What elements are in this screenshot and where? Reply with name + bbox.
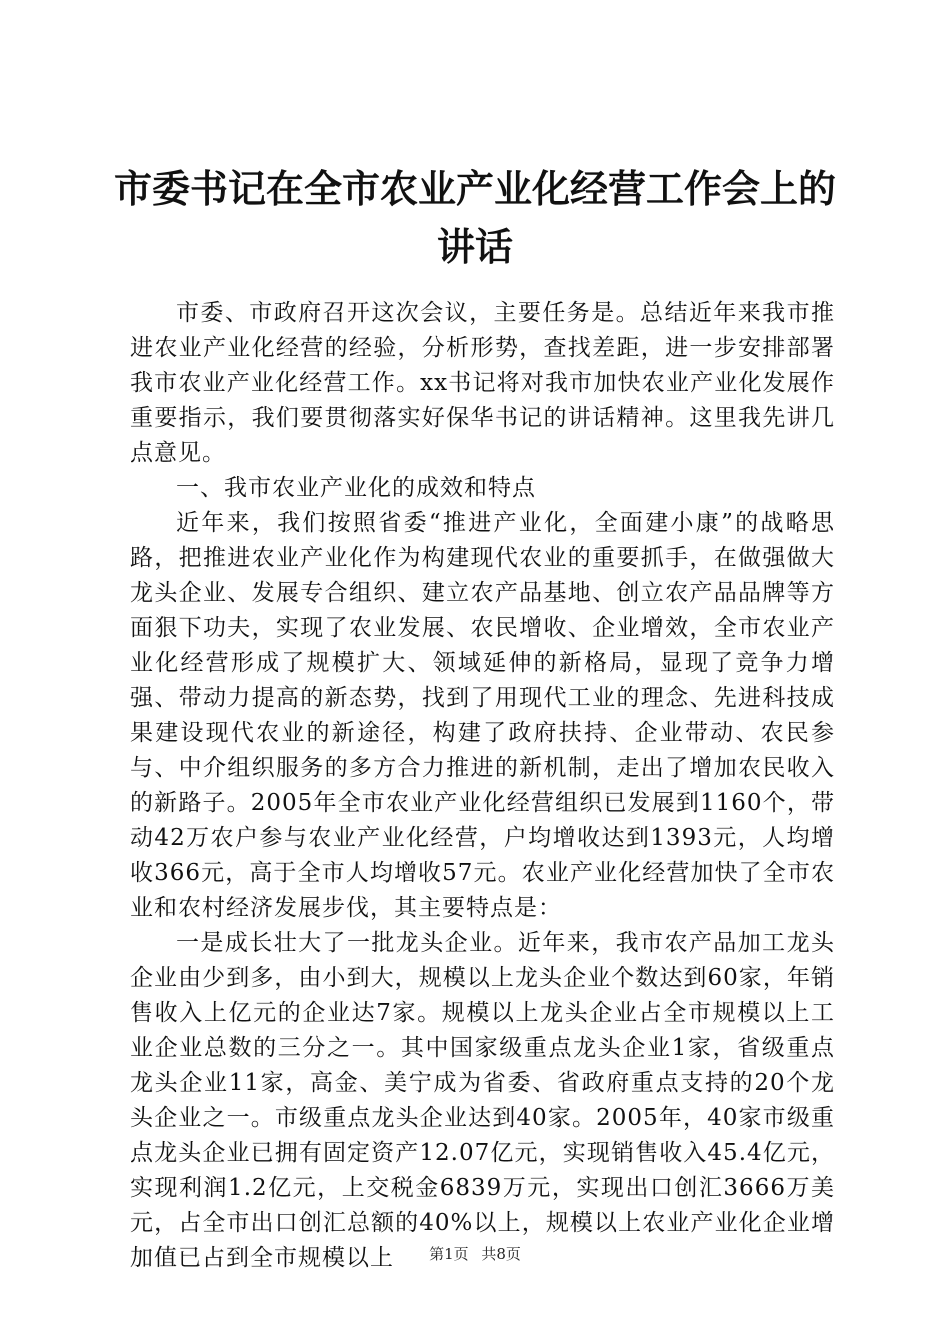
paragraph-achievements: 近年来，我们按照省委“推进产业化，全面建小康”的战略思路，把推进农业产业化作为构建现代农业的重要抓手，在做强做大龙头企业、发展专合组织、建立农产品基地、创立农产品品牌等方面狠下功夫，实现了农业发展、农民增收、企业增效，全市农业产业化经营形成了规模扩大、领域延伸的新格局，显现了竞争力增强、带动力提高的新态势，找到了用现代工业的理念、先进科技成果建设现代农业的新途径，构建了政府扶持、企业带动、农民参与、中介组织服务的多方合力推进的新机制，走出了增加农民收入的新路子。2005年全市农业产业化经营组织已发展到1160个，带动42万农户参与农业产业化经营，户均增收达到1393元，人均增收366元，高于全市人均增收57元。农业产业化经营加快了全市农业和农村经济发展步伐，其主要特点是： xyxy=(130,510,835,921)
section-heading: 一、我市农业产业化的成效和特点 xyxy=(176,475,536,501)
paragraph-leading-enterprises: 一是成长壮大了一批龙头企业。近年来，我市农产品加工龙头企业由少到多，由小到大，规模以上龙头企业个数达到60家，年销售收入上亿元的企业达7家。规模以上龙头企业占全市规模以上工业企业总数的三分之一。其中国家级重点龙头企业1家，省级重点龙头企业11家，高金、美宁成为省委、省政府重点支持的20个龙头企业之一。市级重点龙头企业达到40家。2005年，40家市级重点龙头企业已拥有固定资产12.07亿元，实现销售收入45.4亿元，实现利润1.2亿元，上交税金6839万元，实现出口创汇3666万美元，占全市出口创汇总额的40%以上，规模以上农业产业化企业增加值已占到全市规模以上 xyxy=(130,930,835,1271)
page-footer xyxy=(0,1244,950,1264)
paragraph-intro: 市委、市政府召开这次会议，主要任务是。总结近年来我市推进农业产业化经营的经验，分析形势，查找差距，进一步安排部署我市农业产业化经营工作。xx书记将对我市加快农业产业化发展作重要指示，我们要贯彻落实好保华书记的讲话精神。这里我先讲几点意见。 xyxy=(130,300,835,466)
document-title: 市委书记在全市农业产业化经营工作会上的讲话 xyxy=(113,166,836,269)
page-total: 共8页 xyxy=(481,1245,521,1263)
page-number: 第1页 xyxy=(429,1245,469,1263)
document-body xyxy=(130,296,835,1276)
